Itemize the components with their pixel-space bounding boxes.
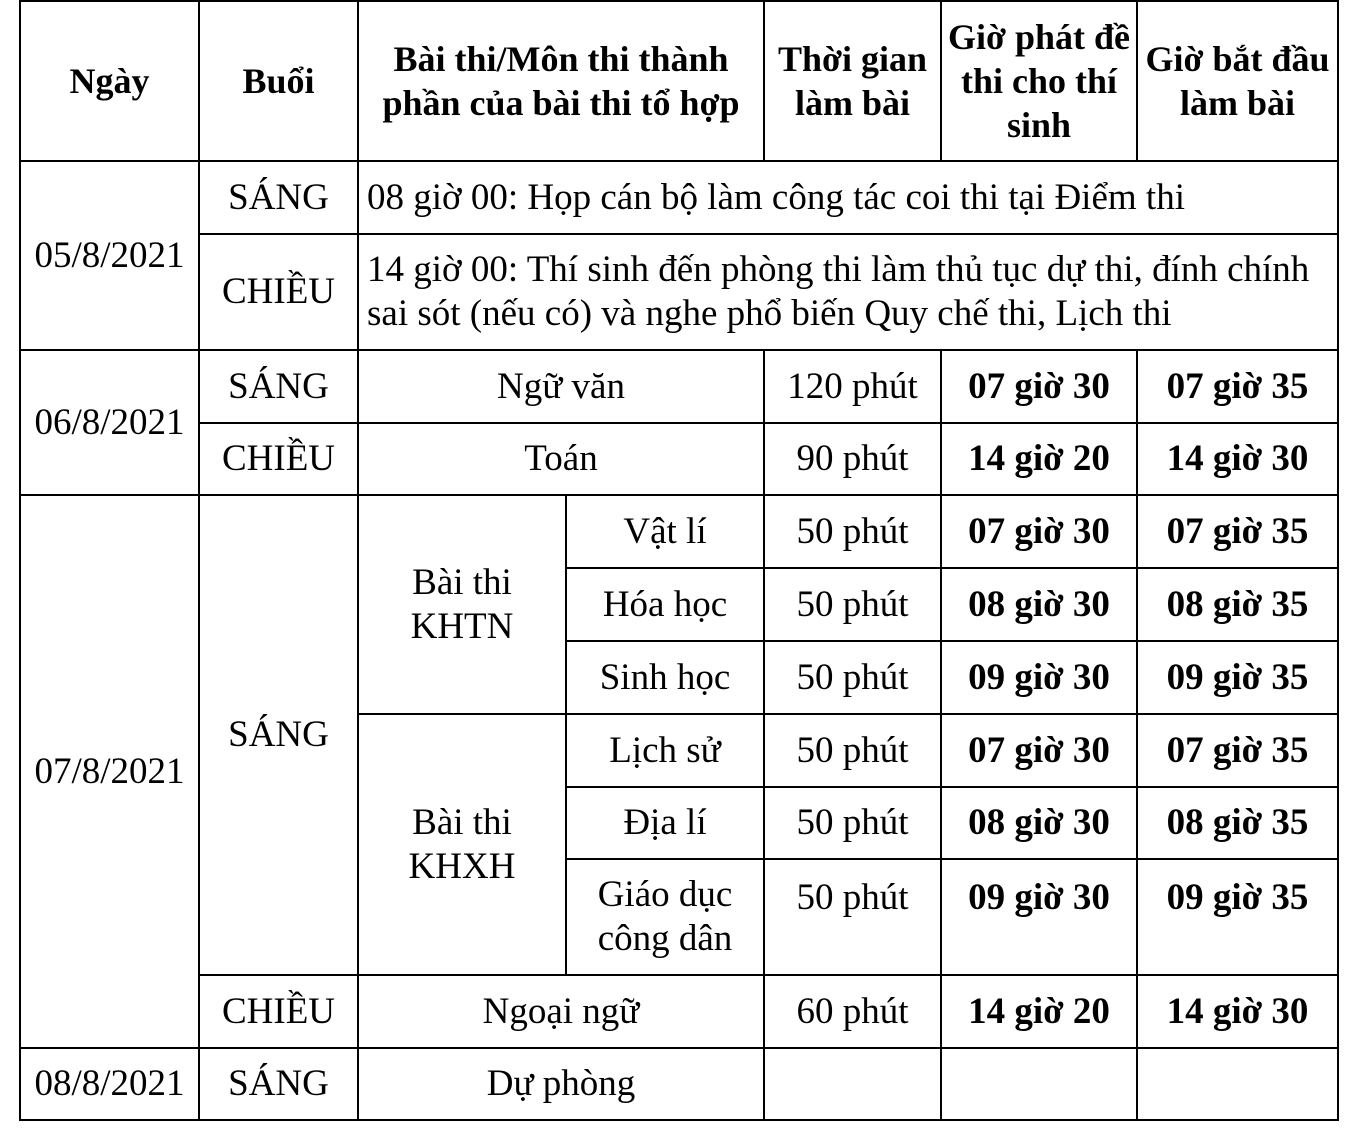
header-hand-out-time: Giờ phát đề thi cho thí sinh <box>941 1 1137 161</box>
duration-cell: 50 phút <box>764 641 941 714</box>
subject-cell: Sinh học <box>566 641 764 714</box>
hand-out-time-cell: 14 giờ 20 <box>941 975 1137 1048</box>
header-row <box>20 1 1338 161</box>
session-cell: SÁNG <box>199 495 358 975</box>
session-cell: SÁNG <box>199 161 358 234</box>
table-row <box>20 975 1338 1048</box>
session-cell: CHIỀU <box>199 975 358 1048</box>
duration-cell: 50 phút <box>764 859 941 975</box>
table-row <box>20 350 1338 423</box>
table-row <box>20 423 1338 495</box>
hand-out-time-cell: 07 giờ 30 <box>941 714 1137 787</box>
start-time-cell <box>1137 1048 1338 1120</box>
table-row <box>20 1048 1338 1120</box>
duration-cell: 120 phút <box>764 350 941 423</box>
date-cell: 08/8/2021 <box>20 1048 199 1120</box>
table-row <box>20 161 1338 234</box>
duration-cell: 50 phút <box>764 495 941 568</box>
header-session: Buổi <box>199 1 358 161</box>
exam-group-cell: Bài thi KHXH <box>358 714 566 975</box>
start-time-cell: 07 giờ 35 <box>1137 495 1338 568</box>
table-row <box>20 495 1338 568</box>
exam-schedule-table <box>19 0 1339 1121</box>
start-time-cell: 07 giờ 35 <box>1137 714 1338 787</box>
session-cell: SÁNG <box>199 350 358 423</box>
subject-cell: Dự phòng <box>358 1048 764 1120</box>
hand-out-time-cell: 09 giờ 30 <box>941 641 1137 714</box>
start-time-cell: 14 giờ 30 <box>1137 975 1338 1048</box>
duration-cell: 60 phút <box>764 975 941 1048</box>
duration-cell: 50 phút <box>764 568 941 641</box>
subject-cell: Toán <box>358 423 764 495</box>
header-start-time: Giờ bắt đầu làm bài <box>1137 1 1338 161</box>
header-duration: Thời gian làm bài <box>764 1 941 161</box>
subject-cell: Ngữ văn <box>358 350 764 423</box>
date-cell: 05/8/2021 <box>20 161 199 350</box>
start-time-cell: 08 giờ 35 <box>1137 787 1338 859</box>
hand-out-time-cell: 07 giờ 30 <box>941 350 1137 423</box>
subject-cell: Vật lí <box>566 495 764 568</box>
hand-out-time-cell: 08 giờ 30 <box>941 568 1137 641</box>
subject-cell: Giáo dục công dân <box>566 859 764 975</box>
duration-cell: 90 phút <box>764 423 941 495</box>
subject-cell: Hóa học <box>566 568 764 641</box>
hand-out-time-cell: 07 giờ 30 <box>941 495 1137 568</box>
start-time-cell: 14 giờ 30 <box>1137 423 1338 495</box>
subject-cell: Địa lí <box>566 787 764 859</box>
hand-out-time-cell <box>941 1048 1137 1120</box>
duration-cell: 50 phút <box>764 787 941 859</box>
date-cell: 07/8/2021 <box>20 495 199 1048</box>
subject-cell: Ngoại ngữ <box>358 975 764 1048</box>
session-cell: SÁNG <box>199 1048 358 1120</box>
note-cell: 08 giờ 00: Họp cán bộ làm công tác coi thi tại Điểm thi <box>358 161 1338 234</box>
duration-cell <box>764 1048 941 1120</box>
session-cell: CHIỀU <box>199 423 358 495</box>
start-time-cell: 08 giờ 35 <box>1137 568 1338 641</box>
date-cell: 06/8/2021 <box>20 350 199 495</box>
session-cell: CHIỀU <box>199 234 358 350</box>
start-time-cell: 09 giờ 35 <box>1137 641 1338 714</box>
exam-group-cell: Bài thi KHTN <box>358 495 566 714</box>
duration-cell: 50 phút <box>764 714 941 787</box>
hand-out-time-cell: 14 giờ 20 <box>941 423 1137 495</box>
table-row <box>20 234 1338 350</box>
note-cell: 14 giờ 00: Thí sinh đến phòng thi làm thủ tục dự thi, đính chính sai sót (nếu có) và nghe phổ biến Quy chế thi, Lịch thi <box>358 234 1338 350</box>
start-time-cell: 09 giờ 35 <box>1137 859 1338 975</box>
header-subject: Bài thi/Môn thi thành phần của bài thi tổ hợp <box>358 1 764 161</box>
header-date: Ngày <box>20 1 199 161</box>
subject-cell: Lịch sử <box>566 714 764 787</box>
start-time-cell: 07 giờ 35 <box>1137 350 1338 423</box>
hand-out-time-cell: 08 giờ 30 <box>941 787 1137 859</box>
hand-out-time-cell: 09 giờ 30 <box>941 859 1137 975</box>
